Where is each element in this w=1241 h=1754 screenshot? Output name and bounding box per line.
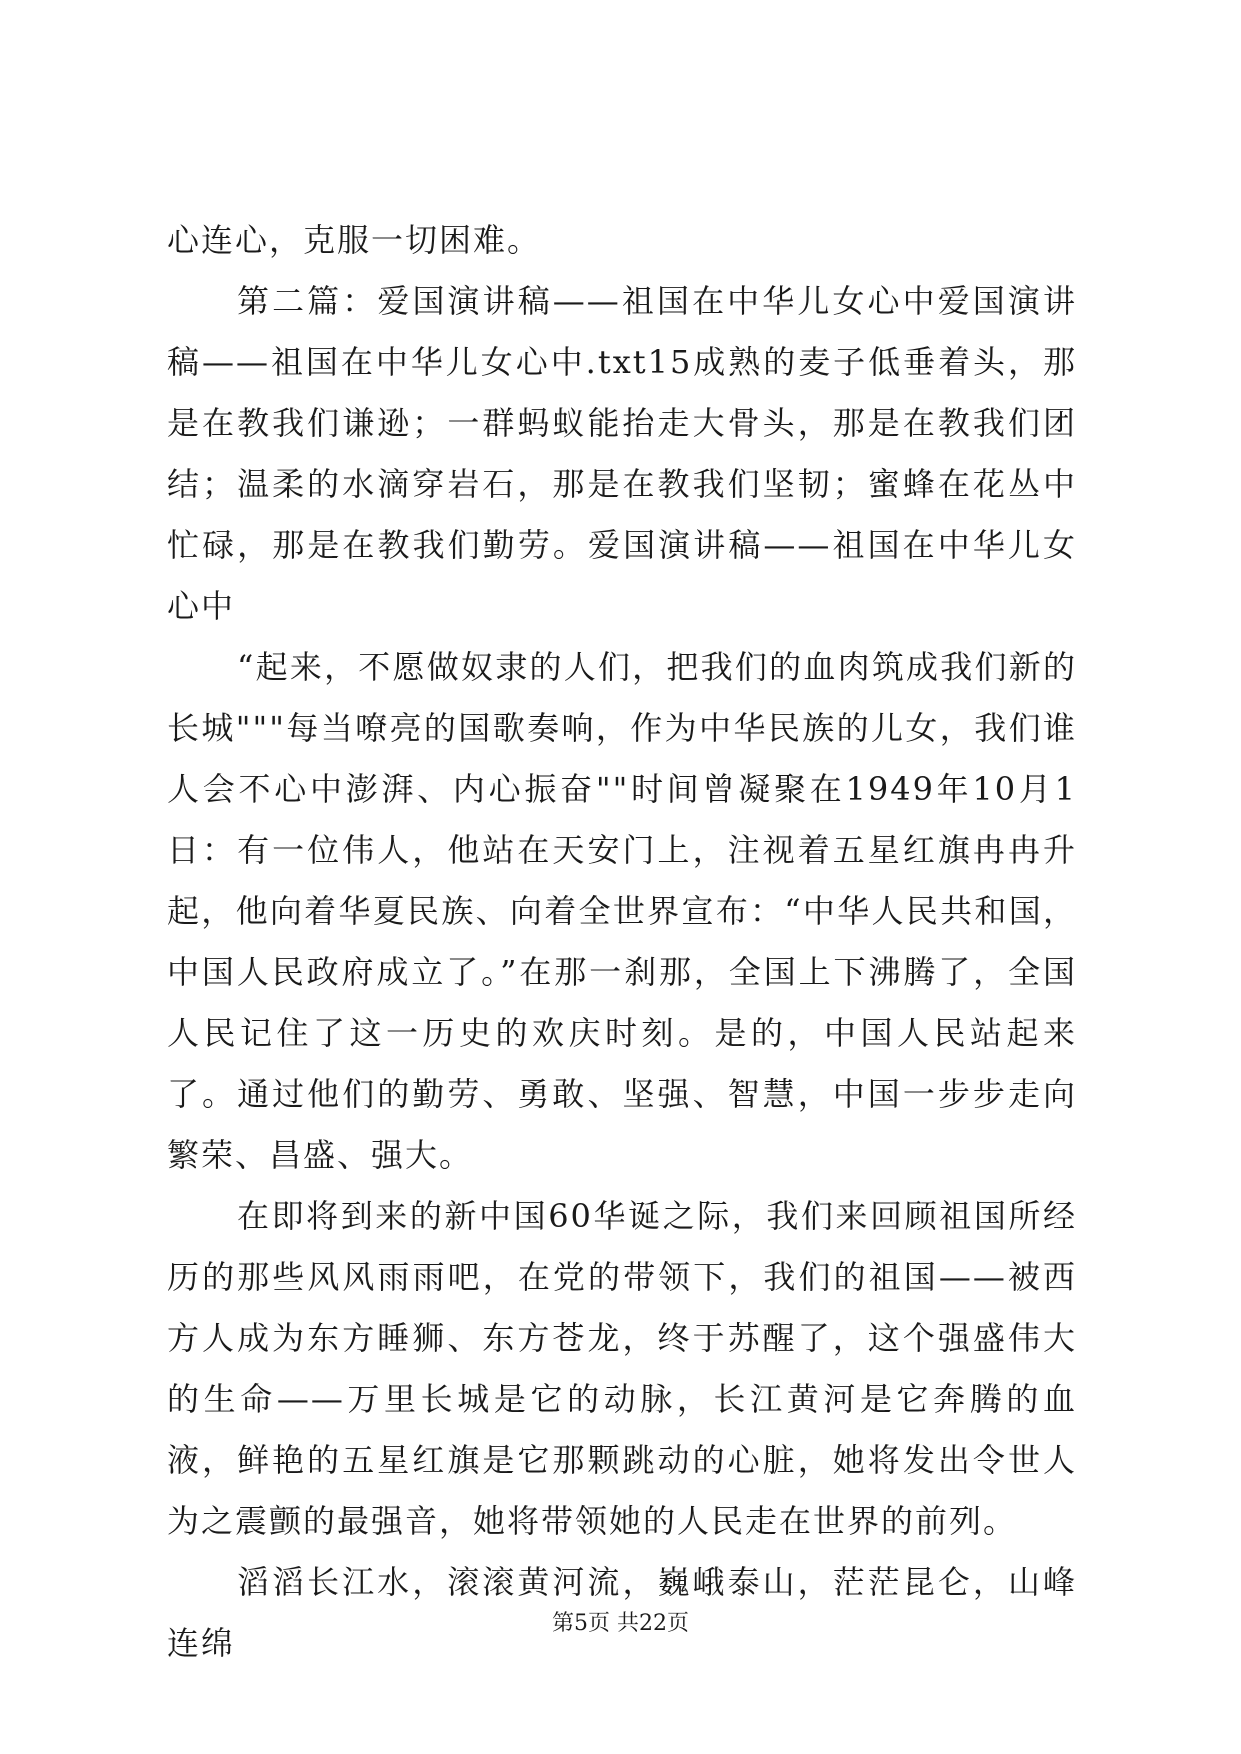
paragraph-continuation: 心连心，克服一切困难。 [167, 221, 542, 259]
document-body [167, 210, 1077, 1674]
paragraph-60th-anniversary: 在即将到来的新中国60华诞之际，我们来回顾祖国所经历的那些风风雨雨吧，在党的带领下，我们的祖国——被西方人成为东方睡狮、东方苍龙，终于苏醒了，这个强盛伟大的生命——万里长城是它的动脉，长江黄河是它奔腾的血液，鲜艳的五星红旗是它那颗跳动的心脏，她将发出令世人为之震颤的最强音，她将带领她的人民走在世界的前列。 [167, 1197, 1077, 1540]
paragraph-national-anthem: “起来，不愿做奴隶的人们，把我们的血肉筑成我们新的长城"""每当嘹亮的国歌奏响，作为中华民族的儿女，我们谁人会不心中澎湃、内心振奋""时间曾凝聚在1949年10月1日：有一位伟人，他站在天安门上，注视着五星红旗冉冉升起，他向着华夏民族、向着全世界宣布：“中华人民共和国，中国人民政府成立了。”在那一刹那，全国上下沸腾了，全国人民记住了这一历史的欢庆时刻。是的，中国人民站起来了。通过他们的勤劳、勇敢、坚强、智慧，中国一步步走向繁荣、昌盛、强大。 [167, 648, 1077, 1174]
page-number-footer: 第5页 共22页 [552, 1611, 689, 1636]
paragraph-second-article: 第二篇：爱国演讲稿——祖国在中华儿女心中爱国演讲稿——祖国在中华儿女心中.txt15成熟的麦子低垂着头，那是在教我们谦逊；一群蚂蚁能抬走大骨头，那是在教我们团结；温柔的水滴穿岩石，那是在教我们坚韧；蜜蜂在花丛中忙碌，那是在教我们勤劳。爱国演讲稿——祖国在中华儿女心中 [167, 282, 1077, 625]
paragraph-rivers-mountains: 滔滔长江水，滚滚黄河流，巍峨泰山，茫茫昆仑，山峰连绵 [167, 1563, 1077, 1662]
